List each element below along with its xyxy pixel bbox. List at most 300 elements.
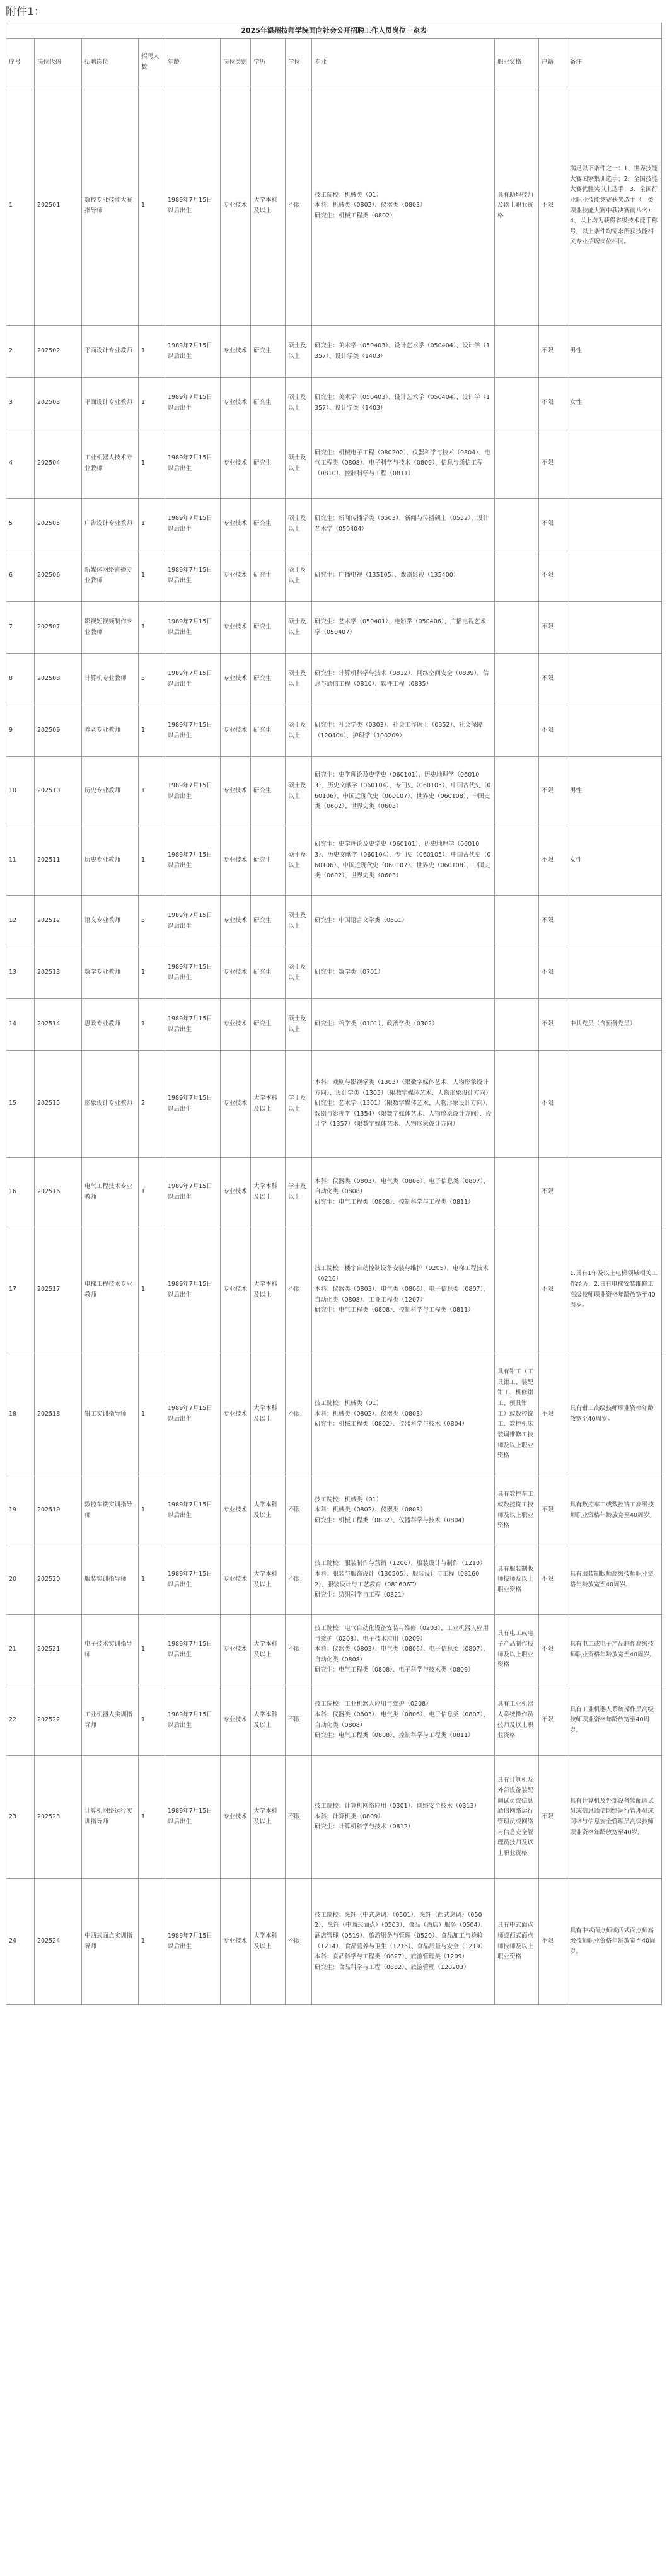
cell-hukou: 不限: [539, 1476, 567, 1545]
cell-headcount: 1: [139, 378, 165, 429]
cell-index: 13: [6, 947, 35, 999]
cell-degree: 硕士及以上: [286, 326, 312, 378]
cell-major: 技工院校：工业机器人应用与维护（0208） 本科：仪器类（0803）、电气类（0806）、电子信息类（0807）、自动化类（0808） 研究生：电气工程类（0808）、控制科学与工程类（0811）: [312, 1685, 495, 1756]
cell-education: 研究生: [251, 550, 286, 602]
cell-education: 研究生: [251, 326, 286, 378]
table-row: [6, 1545, 662, 1615]
cell-remark: [567, 896, 662, 947]
cell-major: 研究生：机械电子工程（080202）、仪器科学与技术（0804）、电气工程类（0808）、电子科学与技术（0809）、信息与通信工程（0810）、控制科学与工程（0811）: [312, 429, 495, 499]
cell-remark: 具有电工或电子产品制作高级技师职业资格年龄放宽至40周岁。: [567, 1615, 662, 1685]
cell-index: 5: [6, 499, 35, 550]
cell-major: 技工院校：机械类（01） 本科：机械类（0802）、仪器类（0803） 研究生：机械工程类（0802）、仪器科学与技术（0804）: [312, 1476, 495, 1545]
cell-hukou: 不限: [539, 1227, 567, 1353]
cell-post-name: 数学专业教师: [82, 947, 139, 999]
cell-degree: 硕士及以上: [286, 499, 312, 550]
table-row: [6, 826, 662, 896]
cell-education: 研究生: [251, 999, 286, 1051]
cell-index: 7: [6, 602, 35, 654]
cell-degree: 不限: [286, 1685, 312, 1756]
cell-education: 大学本科及以上: [251, 1051, 286, 1158]
cell-hukou: 不限: [539, 378, 567, 429]
table-row: [6, 654, 662, 705]
cell-education: 研究生: [251, 654, 286, 705]
cell-headcount: 1: [139, 429, 165, 499]
cell-post-code: 202508: [35, 654, 82, 705]
cell-remark: 具有计算机及外部设备装配调试员或信息通信网络运行管理员或网络与信息安全管理员高级技师职业资格年龄放宽至40岁。: [567, 1756, 662, 1879]
table-row: [6, 499, 662, 550]
cell-hukou: 不限: [539, 429, 567, 499]
cell-post-code: 202502: [35, 326, 82, 378]
cell-post-name: 数控专业技能大赛指导师: [82, 86, 139, 326]
cell-qualification: 具有工业机器人系统操作员技师及以上职业资格: [495, 1685, 539, 1756]
cell-education: 研究生: [251, 947, 286, 999]
header-cell: 岗位代码: [35, 39, 82, 86]
table-row: [6, 326, 662, 378]
cell-hukou: 不限: [539, 326, 567, 378]
cell-index: 14: [6, 999, 35, 1051]
header-cell: 学历: [251, 39, 286, 86]
cell-remark: 中共党员（含预备党员）: [567, 999, 662, 1051]
cell-education: 研究生: [251, 499, 286, 550]
cell-degree: 学士及以上: [286, 1051, 312, 1158]
cell-age: 1989年7月15日以后出生: [165, 654, 221, 705]
table-row: [6, 378, 662, 429]
cell-category: 专业技术: [221, 378, 251, 429]
cell-post-code: 202515: [35, 1051, 82, 1158]
cell-major: 研究生：哲学类（0101）、政治学类（0302）: [312, 999, 495, 1051]
cell-hukou: 不限: [539, 1756, 567, 1879]
cell-hukou: 不限: [539, 1879, 567, 2005]
table-row: [6, 602, 662, 654]
cell-hukou: 不限: [539, 602, 567, 654]
cell-remark: [567, 499, 662, 550]
cell-degree: 硕士及以上: [286, 378, 312, 429]
cell-post-code: 202503: [35, 378, 82, 429]
cell-category: 专业技术: [221, 499, 251, 550]
cell-post-name: 中西式面点实训指导师: [82, 1879, 139, 2005]
cell-index: 17: [6, 1227, 35, 1353]
cell-post-code: 202520: [35, 1545, 82, 1615]
cell-index: 6: [6, 550, 35, 602]
cell-post-name: 广告设计专业教师: [82, 499, 139, 550]
cell-remark: [567, 1158, 662, 1227]
cell-degree: 不限: [286, 1879, 312, 2005]
cell-qualification: [495, 602, 539, 654]
header-cell: 职业资格: [495, 39, 539, 86]
cell-index: 2: [6, 326, 35, 378]
table-title: 2025年温州技师学院面向社会公开招聘工作人员岗位一览表: [6, 23, 662, 39]
cell-headcount: 1: [139, 1615, 165, 1685]
cell-qualification: [495, 378, 539, 429]
cell-qualification: [495, 826, 539, 896]
cell-qualification: 具有计算机及外部设备装配调试员或信息通信网络运行管理员或网络与信息安全管理员技师及以上职业资格: [495, 1756, 539, 1879]
cell-index: 23: [6, 1756, 35, 1879]
cell-post-code: 202506: [35, 550, 82, 602]
table-row: [6, 1353, 662, 1476]
cell-qualification: [495, 705, 539, 757]
cell-remark: [567, 947, 662, 999]
cell-category: 专业技术: [221, 1353, 251, 1476]
cell-post-name: 工业机器人实训指导师: [82, 1685, 139, 1756]
header-cell: 岗位类别: [221, 39, 251, 86]
cell-index: 1: [6, 86, 35, 326]
cell-age: 1989年7月15日以后出生: [165, 550, 221, 602]
cell-age: 1989年7月15日以后出生: [165, 1353, 221, 1476]
cell-headcount: 1: [139, 705, 165, 757]
table-row: [6, 1227, 662, 1353]
cell-education: 大学本科及以上: [251, 1545, 286, 1615]
cell-degree: 硕士及以上: [286, 705, 312, 757]
cell-hukou: 不限: [539, 550, 567, 602]
cell-qualification: [495, 1051, 539, 1158]
cell-post-name: 影视短视频制作专业教师: [82, 602, 139, 654]
cell-major: 研究生：美术学（050403）、设计艺术学（050404）、设计学（1357）、设计学类（1403）: [312, 326, 495, 378]
cell-category: 专业技术: [221, 999, 251, 1051]
cell-major: 技工院校：服装制作与营销（1206）、服装设计与制作（1210） 本科：服装与服饰设计（130505）、服装设计与工程（081602）、服装设计与工艺教育（081606T） 研究生：纺织科学与工程（0821）: [312, 1545, 495, 1615]
cell-education: 大学本科及以上: [251, 1879, 286, 2005]
table-row: [6, 86, 662, 326]
cell-index: 20: [6, 1545, 35, 1615]
table-row: [6, 896, 662, 947]
cell-age: 1989年7月15日以后出生: [165, 378, 221, 429]
cell-post-code: 202509: [35, 705, 82, 757]
table-row: [6, 550, 662, 602]
cell-hukou: 不限: [539, 947, 567, 999]
cell-post-name: 历史专业教师: [82, 757, 139, 826]
cell-category: 专业技术: [221, 1545, 251, 1615]
cell-post-code: 202517: [35, 1227, 82, 1353]
table-row: [6, 1051, 662, 1158]
cell-headcount: 3: [139, 896, 165, 947]
cell-remark: [567, 705, 662, 757]
cell-post-code: 202519: [35, 1476, 82, 1545]
cell-category: 专业技术: [221, 947, 251, 999]
cell-age: 1989年7月15日以后出生: [165, 429, 221, 499]
cell-index: 19: [6, 1476, 35, 1545]
cell-headcount: 1: [139, 499, 165, 550]
cell-education: 研究生: [251, 705, 286, 757]
cell-remark: 男性: [567, 326, 662, 378]
table-row: [6, 1158, 662, 1227]
cell-degree: 不限: [286, 1353, 312, 1476]
cell-headcount: 1: [139, 757, 165, 826]
cell-education: 研究生: [251, 602, 286, 654]
cell-hukou: 不限: [539, 826, 567, 896]
cell-degree: 不限: [286, 1756, 312, 1879]
cell-headcount: 1: [139, 826, 165, 896]
cell-education: 大学本科及以上: [251, 86, 286, 326]
cell-index: 11: [6, 826, 35, 896]
cell-index: 15: [6, 1051, 35, 1158]
cell-category: 专业技术: [221, 550, 251, 602]
cell-post-code: 202501: [35, 86, 82, 326]
cell-headcount: 1: [139, 602, 165, 654]
table-row: [6, 1685, 662, 1756]
cell-education: 大学本科及以上: [251, 1615, 286, 1685]
table-row: [6, 429, 662, 499]
cell-qualification: [495, 896, 539, 947]
cell-post-name: 历史专业教师: [82, 826, 139, 896]
cell-qualification: [495, 429, 539, 499]
table-row: [6, 757, 662, 826]
cell-headcount: 3: [139, 654, 165, 705]
cell-post-code: 202521: [35, 1615, 82, 1685]
cell-education: 大学本科及以上: [251, 1158, 286, 1227]
cell-degree: 学士及以上: [286, 1158, 312, 1227]
cell-degree: 不限: [286, 1615, 312, 1685]
cell-qualification: 具有电工或电子产品制作技师及以上职业资格: [495, 1615, 539, 1685]
cell-education: 大学本科及以上: [251, 1476, 286, 1545]
cell-remark: 女性: [567, 378, 662, 429]
cell-post-name: 钳工实训指导师: [82, 1353, 139, 1476]
cell-index: 10: [6, 757, 35, 826]
cell-post-name: 形象设计专业教师: [82, 1051, 139, 1158]
cell-post-code: 202513: [35, 947, 82, 999]
cell-headcount: 1: [139, 1353, 165, 1476]
cell-category: 专业技术: [221, 654, 251, 705]
cell-age: 1989年7月15日以后出生: [165, 705, 221, 757]
table-row: [6, 1756, 662, 1879]
cell-post-code: 202516: [35, 1158, 82, 1227]
cell-index: 21: [6, 1615, 35, 1685]
cell-age: 1989年7月15日以后出生: [165, 86, 221, 326]
cell-degree: 硕士及以上: [286, 654, 312, 705]
cell-category: 专业技术: [221, 326, 251, 378]
cell-post-name: 数控车铣实训指导师: [82, 1476, 139, 1545]
header-cell: 学位: [286, 39, 312, 86]
cell-qualification: [495, 1158, 539, 1227]
cell-post-name: 语文专业教师: [82, 896, 139, 947]
cell-degree: 不限: [286, 1545, 312, 1615]
cell-headcount: 1: [139, 1685, 165, 1756]
cell-headcount: 1: [139, 999, 165, 1051]
cell-hukou: 不限: [539, 1685, 567, 1756]
header-row: [6, 39, 662, 86]
cell-post-code: 202518: [35, 1353, 82, 1476]
cell-index: 18: [6, 1353, 35, 1476]
cell-education: 大学本科及以上: [251, 1227, 286, 1353]
cell-degree: 不限: [286, 1476, 312, 1545]
cell-index: 22: [6, 1685, 35, 1756]
cell-post-name: 服装实训指导师: [82, 1545, 139, 1615]
cell-degree: 硕士及以上: [286, 602, 312, 654]
cell-remark: [567, 550, 662, 602]
cell-headcount: 1: [139, 1879, 165, 2005]
cell-headcount: 1: [139, 1756, 165, 1879]
cell-remark: 满足以下条件之一：1、世界技能大赛国家集训选手；2、全国技能大赛优胜奖以上选手；3、全国行业职业技能竞赛获奖选手（一类职业技能大赛中获决赛前八名）；4、以上均为获得省级技术能手称号，以上条件均需求所获技能相关专业招聘岗位相同。: [567, 86, 662, 326]
cell-qualification: [495, 1227, 539, 1353]
cell-age: 1989年7月15日以后出生: [165, 326, 221, 378]
cell-age: 1989年7月15日以后出生: [165, 1615, 221, 1685]
cell-remark: 1.具有1年及以上电梯领域相关工作经历；2.具有电梯安装维修工高级技师职业资格年龄放宽至40周岁。: [567, 1227, 662, 1353]
cell-index: 9: [6, 705, 35, 757]
cell-hukou: 不限: [539, 999, 567, 1051]
cell-qualification: 具有助理技师及以上职业资格: [495, 86, 539, 326]
cell-education: 研究生: [251, 757, 286, 826]
table-row: [6, 999, 662, 1051]
table-row: [6, 947, 662, 999]
cell-major: 技工院校：机械类（01） 本科：机械类（0802）、仪器类（0803） 研究生：机械工程类（0802）、仪器科学与技术（0804）: [312, 1353, 495, 1476]
cell-qualification: 具有中式面点师或西式面点师技师及以上职业资格: [495, 1879, 539, 2005]
cell-major: 本科：仪器类（0803）、电气类（0806）、电子信息类（0807）、自动化类（0808） 研究生：电气工程类（0808）、控制科学与工程类（0811）: [312, 1158, 495, 1227]
cell-major: 研究生：中国语言文学类（0501）: [312, 896, 495, 947]
cell-age: 1989年7月15日以后出生: [165, 896, 221, 947]
table-row: [6, 1615, 662, 1685]
cell-remark: [567, 602, 662, 654]
cell-major: 研究生：艺术学（050401）、电影学（050406）、广播电视艺术学（050407）: [312, 602, 495, 654]
cell-qualification: [495, 654, 539, 705]
cell-age: 1989年7月15日以后出生: [165, 1158, 221, 1227]
cell-degree: 硕士及以上: [286, 999, 312, 1051]
cell-age: 1989年7月15日以后出生: [165, 1545, 221, 1615]
cell-post-name: 电子技术实训指导师: [82, 1615, 139, 1685]
cell-major: 技工院校：电气自动化设备安装与维修（0203）、工业机器人应用与维护（0208）、电子技术应用（0209） 本科：仪器类（0803）、电气类（0806）、电子信息类（0807）、自动化类（0808） 研究生：电气工程类（0808）、电子科学与技术类（0809）: [312, 1615, 495, 1685]
header-cell: 招聘人数: [139, 39, 165, 86]
cell-age: 1989年7月15日以后出生: [165, 826, 221, 896]
cell-major: 研究生：史学理论及史学史（060101）、历史地理学（060103）、历史文献学（060104）、专门史（060105）、中国古代史（060106）、中国近现代史（060107）、世界史（060108）、中国史类（0602）、世界史类（0603）: [312, 757, 495, 826]
cell-index: 24: [6, 1879, 35, 2005]
cell-age: 1989年7月15日以后出生: [165, 1051, 221, 1158]
cell-qualification: [495, 999, 539, 1051]
cell-major: 研究生：数学类（0701）: [312, 947, 495, 999]
cell-post-name: 思政专业教师: [82, 999, 139, 1051]
attachment-label: 附件1：: [6, 6, 45, 18]
cell-headcount: 1: [139, 1476, 165, 1545]
cell-remark: 具有工业机器人系统操作员高级技师职业资格年龄放宽至40周岁。: [567, 1685, 662, 1756]
cell-headcount: 1: [139, 86, 165, 326]
cell-post-code: 202504: [35, 429, 82, 499]
cell-remark: 男性: [567, 757, 662, 826]
cell-category: 专业技术: [221, 1158, 251, 1227]
cell-post-name: 计算机网络运行实训指导师: [82, 1756, 139, 1879]
cell-headcount: 1: [139, 1545, 165, 1615]
cell-qualification: 具有钳工（工具钳工、装配钳工、机修钳工、模具钳工）或数控铣工、数控机床装调维修工技师及以上职业资格: [495, 1353, 539, 1476]
cell-degree: 硕士及以上: [286, 947, 312, 999]
header-cell: 户籍: [539, 39, 567, 86]
cell-hukou: 不限: [539, 705, 567, 757]
table-row: [6, 705, 662, 757]
cell-post-code: 202522: [35, 1685, 82, 1756]
cell-hukou: 不限: [539, 757, 567, 826]
cell-post-code: 202524: [35, 1879, 82, 2005]
cell-hukou: 不限: [539, 654, 567, 705]
cell-category: 专业技术: [221, 757, 251, 826]
cell-hukou: 不限: [539, 1615, 567, 1685]
recruitment-table: [6, 23, 662, 2005]
cell-category: 专业技术: [221, 896, 251, 947]
cell-headcount: 2: [139, 1051, 165, 1158]
cell-index: 16: [6, 1158, 35, 1227]
cell-category: 专业技术: [221, 1476, 251, 1545]
cell-remark: [567, 654, 662, 705]
cell-age: 1989年7月15日以后出生: [165, 499, 221, 550]
cell-major: 本科：戏剧与影视学类（1303）（限数字媒体艺术、人物形象设计方向）、设计学类（1305）（限数字媒体艺术、人物形象设计方向） 研究生：艺术学（1301）（限数字媒体艺术、人物形象设计方向）、戏剧与影视学（1354）（限数字媒体艺术、人物形象设计方向）、设计学（1357）（限数字媒体艺术、人物形象设计方向）: [312, 1051, 495, 1158]
table-row: [6, 1476, 662, 1545]
cell-hukou: 不限: [539, 1051, 567, 1158]
cell-category: 专业技术: [221, 429, 251, 499]
cell-education: 研究生: [251, 429, 286, 499]
cell-hukou: 不限: [539, 86, 567, 326]
cell-headcount: 1: [139, 1227, 165, 1353]
header-cell: 年龄: [165, 39, 221, 86]
cell-post-name: 工业机器人技术专业教师: [82, 429, 139, 499]
cell-post-code: 202512: [35, 896, 82, 947]
cell-hukou: 不限: [539, 1158, 567, 1227]
cell-qualification: 具有数控车工或数控铣工技师及以上职业资格: [495, 1476, 539, 1545]
cell-degree: 不限: [286, 1227, 312, 1353]
cell-major: 研究生：广播电视（135105）、戏剧影视（135400）: [312, 550, 495, 602]
cell-qualification: [495, 550, 539, 602]
cell-post-name: 新媒体网络直播专业教师: [82, 550, 139, 602]
cell-remark: [567, 429, 662, 499]
cell-age: 1989年7月15日以后出生: [165, 1879, 221, 2005]
cell-post-name: 电气工程技术专业教师: [82, 1158, 139, 1227]
cell-qualification: 具有服装制版师技师及以上职业资格: [495, 1545, 539, 1615]
cell-post-name: 电梯工程技术专业教师: [82, 1227, 139, 1353]
cell-qualification: [495, 499, 539, 550]
cell-major: 技工院校：烹饪（中式烹调）（0501）、烹饪（西式烹调）（0502）、烹饪（中西式面点）（0503）、食品（酒店）服务（0504）、酒店管理（0519）、旅游服务与管理（0520）、食品加工与检验（1214）、食品营养与卫生（1216）、食品质量与安全（1219） 本科：食品科学与工程类（0827）、旅游管理类（1209） 研究生：食品科学与工程（0832）、旅游管理（120203）: [312, 1879, 495, 2005]
cell-major: 研究生：史学理论及史学史（060101）、历史地理学（060103）、历史文献学（060104）、专门史（060105）、中国古代史（060106）、中国近现代史（060107）、世界史（060108）、中国史类（0602）、世界史类（0603）: [312, 826, 495, 896]
cell-qualification: [495, 947, 539, 999]
cell-index: 3: [6, 378, 35, 429]
cell-degree: 硕士及以上: [286, 429, 312, 499]
cell-major: 技工院校：机械类（01） 本科：机械类（0802）、仪器类（0803） 研究生：机械工程类（0802）: [312, 86, 495, 326]
cell-education: 大学本科及以上: [251, 1353, 286, 1476]
cell-post-name: 平面设计专业教师: [82, 378, 139, 429]
cell-education: 大学本科及以上: [251, 1756, 286, 1879]
cell-remark: 具有数控车工或数控铣工高级技师职业资格年龄放宽至40周岁。: [567, 1476, 662, 1545]
cell-headcount: 1: [139, 1158, 165, 1227]
cell-age: 1989年7月15日以后出生: [165, 757, 221, 826]
cell-age: 1989年7月15日以后出生: [165, 1227, 221, 1353]
cell-category: 专业技术: [221, 826, 251, 896]
cell-remark: [567, 1051, 662, 1158]
cell-index: 8: [6, 654, 35, 705]
cell-post-code: 202510: [35, 757, 82, 826]
cell-degree: 硕士及以上: [286, 757, 312, 826]
cell-hukou: 不限: [539, 1545, 567, 1615]
header-cell: 备注: [567, 39, 662, 86]
cell-major: 研究生：美术学（050403）、设计艺术学（050404）、设计学（1357）、设计学类（1403）: [312, 378, 495, 429]
cell-hukou: 不限: [539, 499, 567, 550]
cell-index: 12: [6, 896, 35, 947]
cell-category: 专业技术: [221, 705, 251, 757]
cell-education: 大学本科及以上: [251, 1685, 286, 1756]
cell-age: 1989年7月15日以后出生: [165, 1685, 221, 1756]
cell-index: 4: [6, 429, 35, 499]
cell-post-code: 202505: [35, 499, 82, 550]
cell-major: 技工院校：计算机网络应用（0301）、网络安全技术（0313） 本科：计算机类（0809） 研究生：计算机科学与技术（0812）: [312, 1756, 495, 1879]
cell-remark: 女性: [567, 826, 662, 896]
header-cell: 序号: [6, 39, 35, 86]
cell-qualification: [495, 757, 539, 826]
cell-degree: 不限: [286, 86, 312, 326]
cell-remark: 具有钳工高级技师职业资格年龄放宽至40周岁。: [567, 1353, 662, 1476]
cell-age: 1989年7月15日以后出生: [165, 1756, 221, 1879]
cell-age: 1989年7月15日以后出生: [165, 602, 221, 654]
cell-headcount: 1: [139, 947, 165, 999]
cell-category: 专业技术: [221, 86, 251, 326]
cell-hukou: 不限: [539, 1353, 567, 1476]
cell-post-code: 202507: [35, 602, 82, 654]
cell-remark: 具有中式面点师或西式面点师高级技师职业资格年龄放宽至40周岁。: [567, 1879, 662, 2005]
cell-category: 专业技术: [221, 1615, 251, 1685]
cell-qualification: [495, 326, 539, 378]
cell-post-code: 202523: [35, 1756, 82, 1879]
cell-major: 研究生：计算机科学与技术（0812）、网络空间安全（0839）、信息与通信工程（0810）、软件工程（0835）: [312, 654, 495, 705]
cell-major: 研究生：社会学类（0303）、社会工作硕士（0352）、社会保障（120404）、护理学（100209）: [312, 705, 495, 757]
cell-education: 研究生: [251, 378, 286, 429]
